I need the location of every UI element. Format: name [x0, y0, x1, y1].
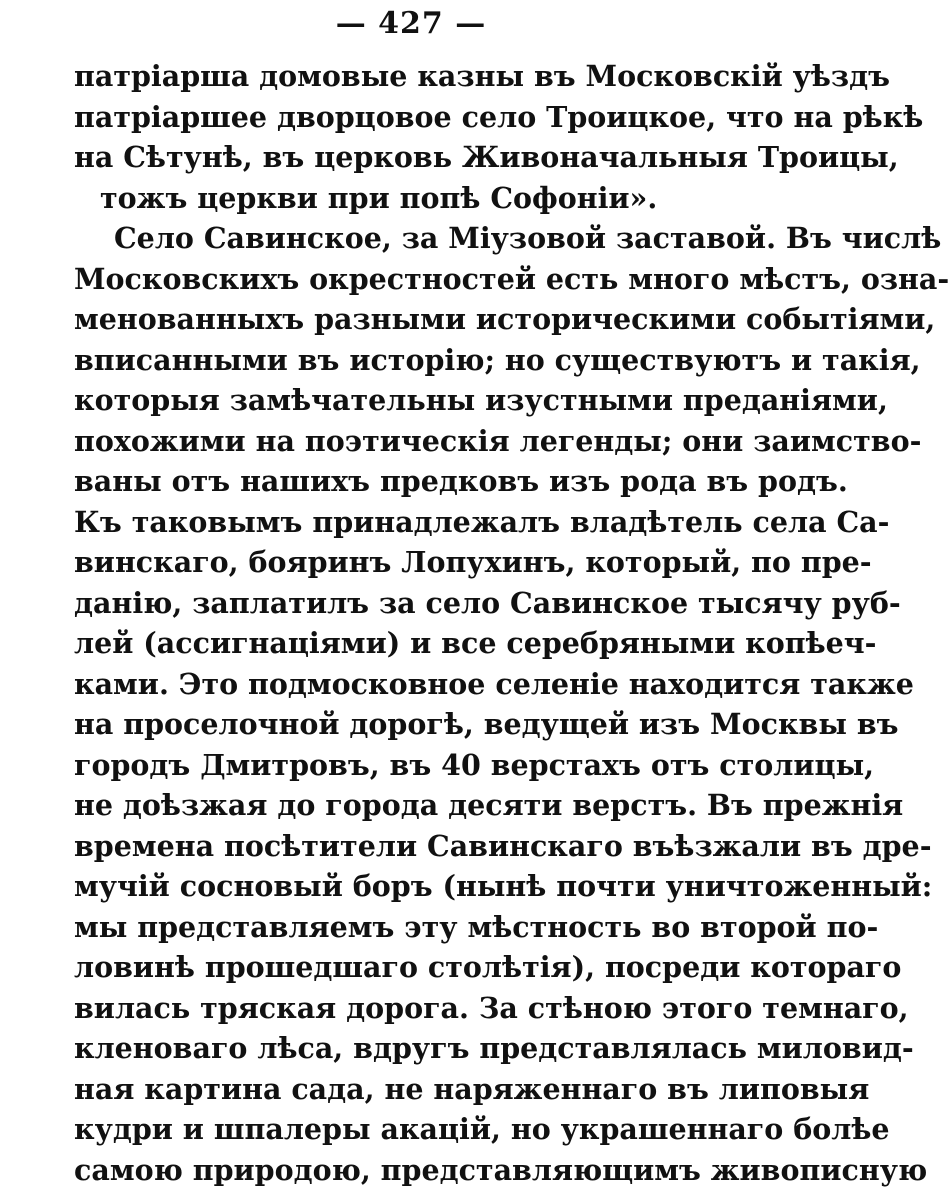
text-line: ками. Это подмосковное селеніе находится также	[74, 664, 714, 705]
text-line: Къ таковымъ принадлежалъ владѣтель села Са-	[74, 502, 714, 543]
text-line: похожими на поэтическія легенды; они заимство-	[74, 421, 714, 462]
text-line: не доѣзжая до города десяти верстъ. Въ прежнія	[74, 785, 714, 826]
text-line: данію, заплатилъ за село Савинское тысячу руб-	[74, 583, 714, 624]
text-line: самою природою, представляющимъ живописную	[74, 1150, 714, 1190]
text-line: Московскихъ окрестностей есть много мѣстъ, озна-	[74, 259, 714, 300]
text-line: кленоваго лѣса, вдругъ представлялась миловид-	[74, 1028, 714, 1069]
text-line: ваны отъ нашихъ предковъ изъ рода въ родъ.	[74, 461, 714, 502]
text-line: ная картина сада, не наряженнаго въ липовыя	[74, 1069, 714, 1110]
text-line: патріарша домовые казны въ Московскій уѣздъ	[74, 56, 714, 97]
body-text	[74, 56, 714, 1190]
text-line: которыя замѣчательны изустными преданіями,	[74, 380, 714, 421]
text-line: винскаго, бояринъ Лопухинъ, который, по пре-	[74, 542, 714, 583]
text-line: тожъ церкви при попѣ Софоніи».	[74, 178, 714, 219]
text-line: на проселочной дорогѣ, ведущей изъ Москвы въ	[74, 704, 714, 745]
text-line: мы представляемъ эту мѣстность во второй по-	[74, 907, 714, 948]
text-line: вилась тряская дорога. За стѣною этого темнаго,	[74, 988, 714, 1029]
page-number: — 427 —	[0, 6, 822, 41]
text-line: мучій сосновый боръ (нынѣ почти уничтоженный:	[74, 866, 714, 907]
text-line: менованныхъ разными историческими событіями,	[74, 299, 714, 340]
text-line: на Сѣтунѣ, въ церковь Живоначальныя Троицы,	[74, 137, 714, 178]
text-line: времена посѣтители Савинскаго въѣзжали въ дре-	[74, 826, 714, 867]
text-line: ловинѣ прошедшаго столѣтія), посреди котораго	[74, 947, 714, 988]
text-line: кудри и шпалеры акацій, но украшеннаго болѣе	[74, 1109, 714, 1150]
text-line: городъ Дмитровъ, въ 40 верстахъ отъ столицы,	[74, 745, 714, 786]
text-line: лей (ассигнаціями) и все серебряными копѣеч-	[74, 623, 714, 664]
text-line: вписанными въ исторію; но существуютъ и такія,	[74, 340, 714, 381]
text-line: патріаршее дворцовое село Троицкое, что на рѣкѣ	[74, 97, 714, 138]
paragraph-start-line: Село Савинское, за Міузовой заставой. Въ числѣ	[74, 218, 714, 259]
